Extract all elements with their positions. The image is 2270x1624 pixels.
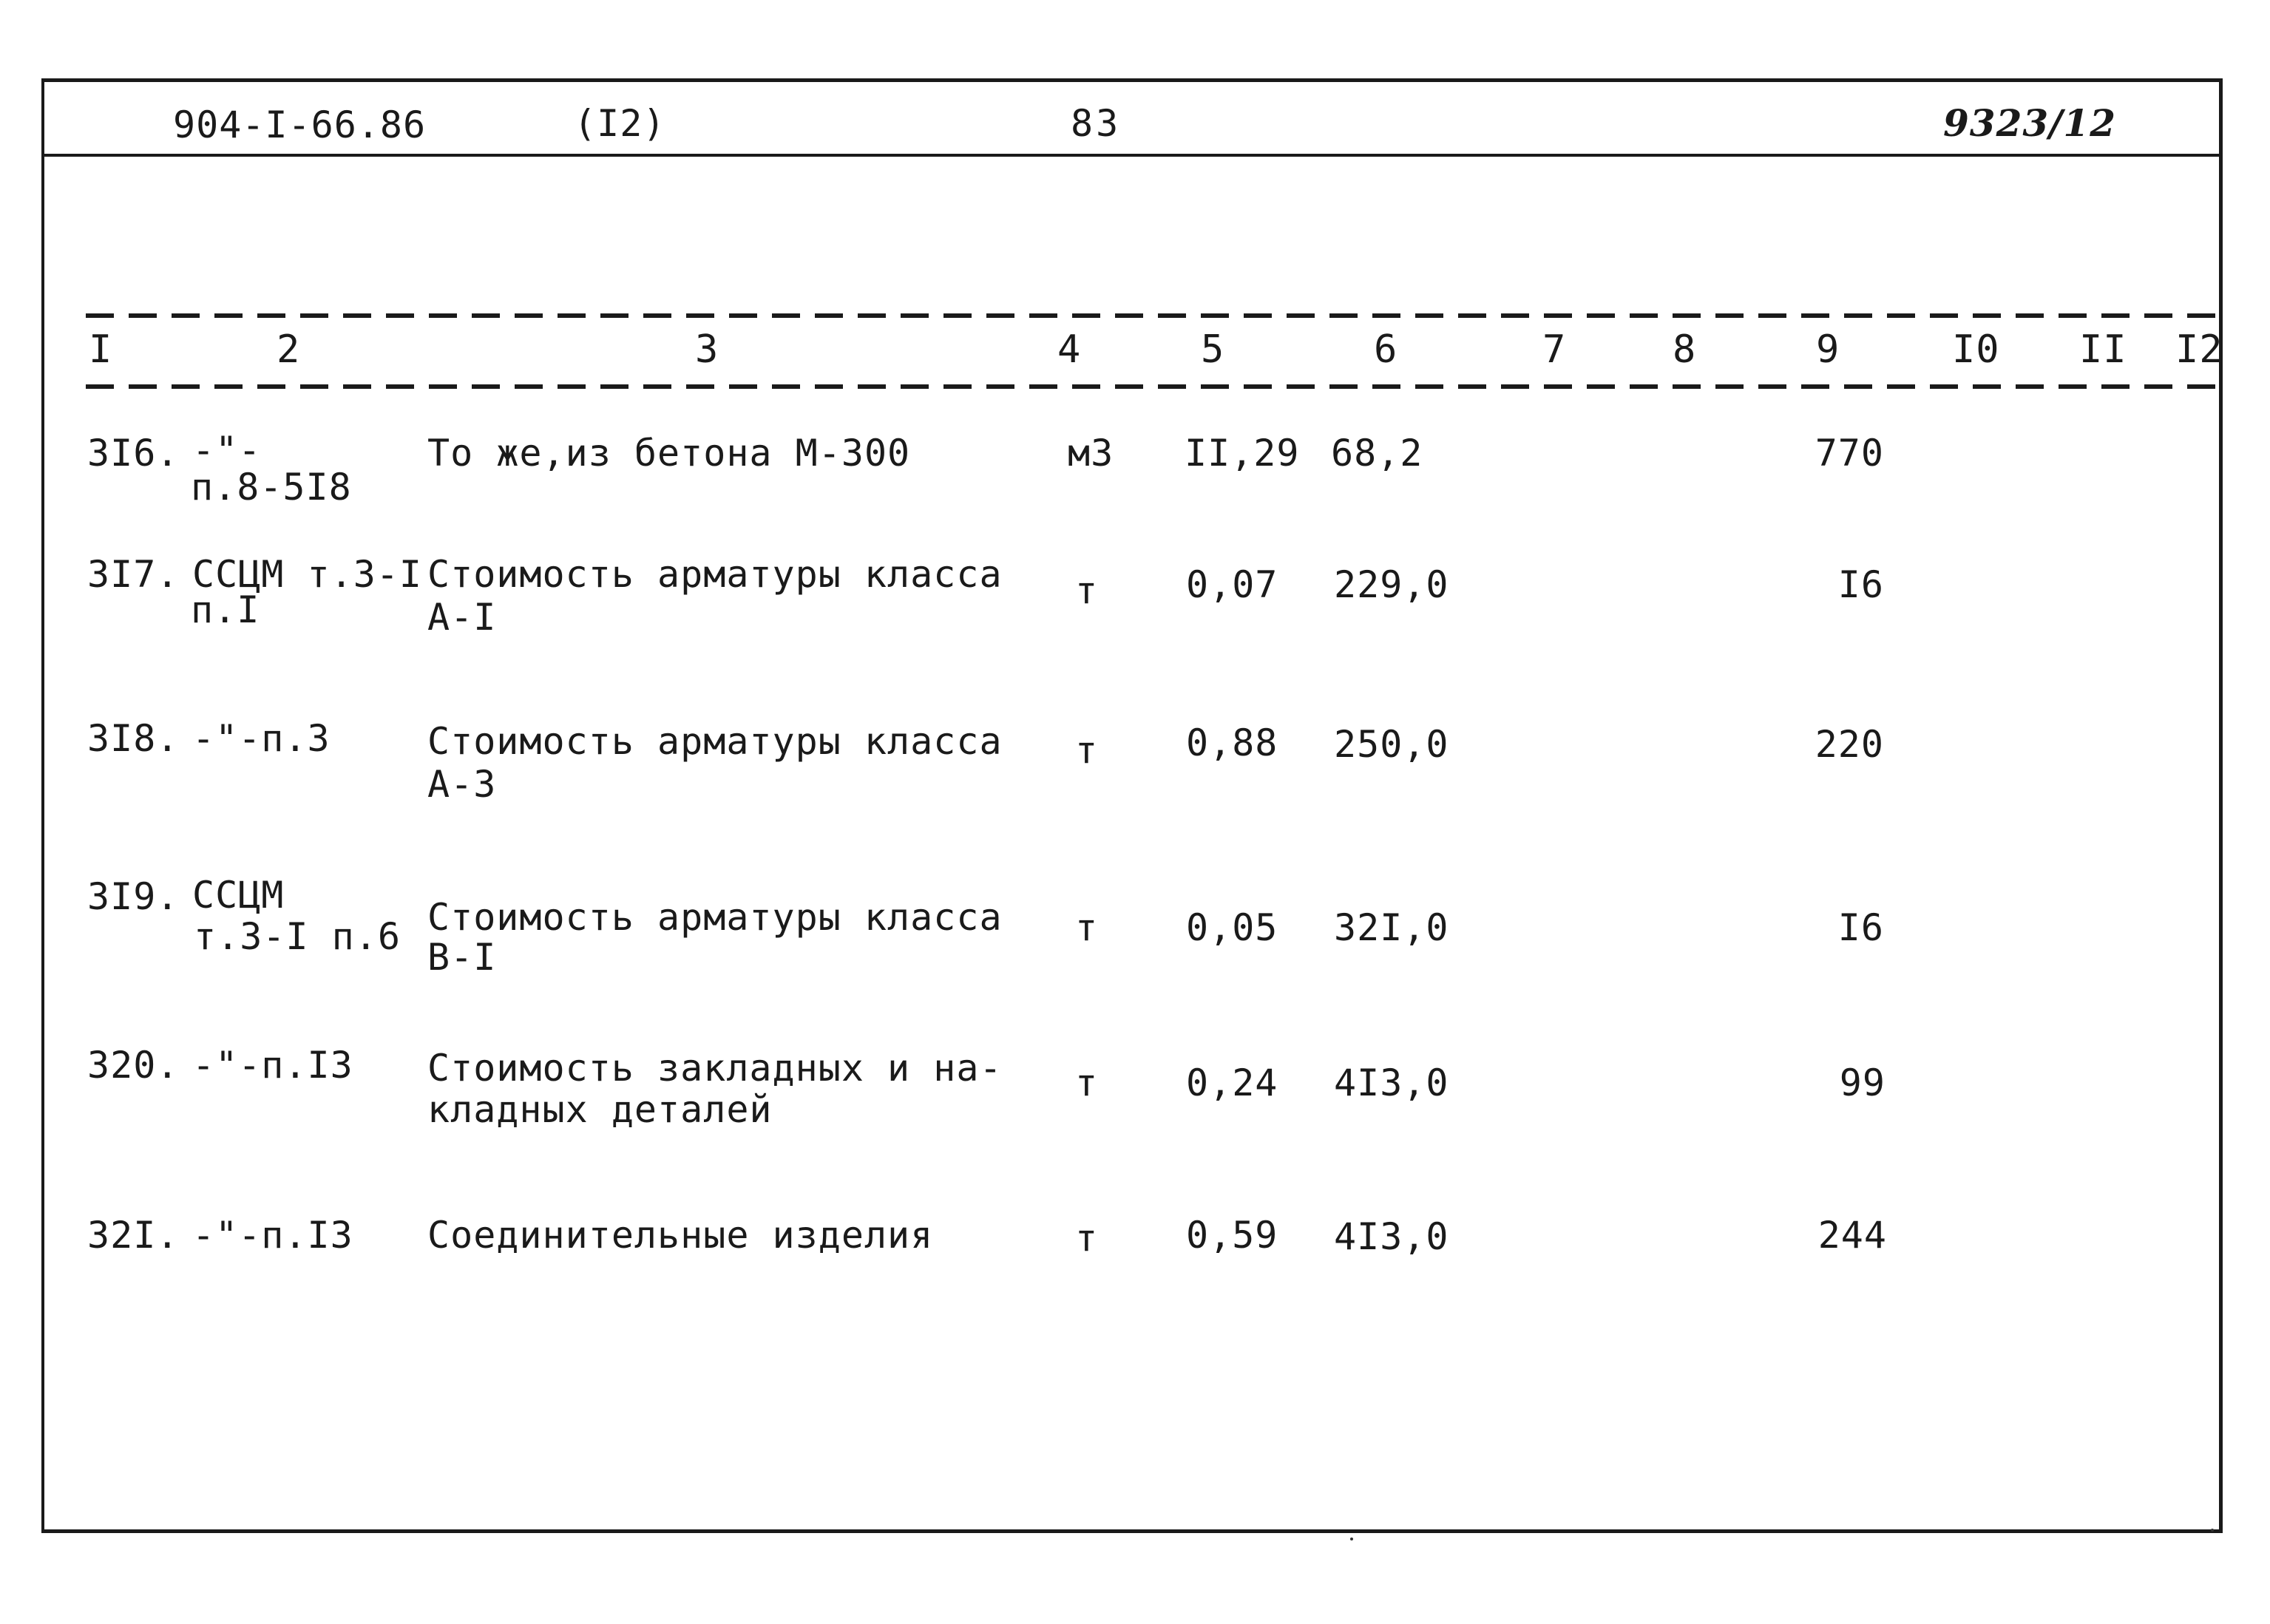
sheet-frame — [41, 78, 2223, 1533]
row-quantity: 0,59 — [1186, 1214, 1278, 1257]
column-number-9: 9 — [1816, 327, 1840, 372]
row-name-line-1: Стоимость арматуры класса — [427, 720, 1003, 763]
row-total: I6 — [1837, 906, 1884, 949]
column-number-4: 4 — [1057, 327, 1082, 372]
row-quantity: 0,24 — [1186, 1061, 1278, 1104]
project-code: 904-I-66.86 — [173, 103, 427, 146]
row-total: 220 — [1815, 723, 1884, 766]
row-number: 3I6. — [87, 432, 180, 475]
row-quantity: 0,88 — [1186, 721, 1278, 764]
row-source-line-1: -"-п.I3 — [192, 1044, 353, 1087]
column-number-8: 8 — [1673, 327, 1697, 372]
column-number-10: I0 — [1952, 327, 2000, 372]
column-number-2: 2 — [277, 327, 301, 372]
row-unit: т — [1075, 569, 1099, 612]
row-name-line-1: Стоимость арматуры класса — [427, 896, 1003, 939]
row-name-line-1: Стоимость закладных и на- — [427, 1047, 1003, 1090]
page-number: 83 — [1071, 102, 1122, 145]
row-unit: т — [1075, 1217, 1099, 1260]
row-name-line-1: Соединительные изделия — [427, 1214, 934, 1257]
row-number: 32I. — [87, 1214, 180, 1257]
column-number-1: I — [89, 327, 113, 372]
row-total: 244 — [1817, 1214, 1887, 1257]
row-number: 3I9. — [87, 875, 180, 918]
column-number-11: II — [2079, 327, 2127, 372]
sheet-reference: 9323/12 — [1943, 101, 2117, 145]
dashed-rule-top — [86, 313, 2215, 318]
row-source-line-1: ССЦМ — [192, 874, 285, 917]
row-name-line-1: То же,из бетона М-300 — [427, 432, 911, 475]
row-unit: т — [1075, 1061, 1099, 1104]
column-number-7: 7 — [1542, 327, 1567, 372]
scan-speck — [1350, 1538, 1353, 1540]
row-unit: м3 — [1068, 432, 1114, 475]
album-number: (I2) — [574, 102, 666, 145]
row-unit: т — [1075, 729, 1099, 772]
row-total: 770 — [1815, 432, 1884, 475]
row-number: 3I7. — [87, 553, 180, 596]
row-name-line-2: кладных деталей — [427, 1088, 773, 1131]
row-unit-price: 4I3,0 — [1334, 1061, 1449, 1104]
row-name-line-2: А-I — [427, 596, 497, 639]
row-quantity: 0,05 — [1186, 906, 1278, 949]
row-source-line-2: т.3-I п.6 — [194, 915, 401, 958]
row-unit-price: 229,0 — [1334, 563, 1449, 606]
row-source-line-1: -"-п.3 — [192, 717, 331, 760]
row-source-line-1: -"- — [192, 429, 262, 472]
row-unit-price: 4I3,0 — [1334, 1215, 1449, 1258]
row-total: I6 — [1837, 563, 1884, 606]
column-number-5: 5 — [1201, 327, 1225, 372]
row-source-line-1: -"-п.I3 — [192, 1214, 353, 1257]
row-source-line-1: ССЦМ т.3-I — [192, 553, 423, 596]
row-name-line-2: А-3 — [427, 763, 497, 806]
column-number-12: I2 — [2175, 327, 2223, 372]
scan-speck — [2211, 1529, 2214, 1532]
column-number-3: 3 — [695, 327, 719, 372]
row-unit: т — [1075, 906, 1099, 949]
row-source-line-2: п.8-5I8 — [191, 466, 352, 509]
row-quantity: 0,07 — [1186, 563, 1278, 606]
dashed-rule-bottom — [86, 384, 2215, 389]
header-divider — [44, 154, 2220, 157]
row-quantity: II,29 — [1185, 432, 1300, 475]
row-unit-price: 32I,0 — [1334, 906, 1449, 949]
row-number: 3I8. — [87, 717, 180, 760]
column-number-6: 6 — [1374, 327, 1398, 372]
row-number: 320. — [87, 1044, 180, 1087]
row-name-line-2: В-I — [427, 936, 497, 979]
row-unit-price: 250,0 — [1334, 723, 1449, 766]
row-total: 99 — [1839, 1061, 1886, 1104]
row-source-line-2: п.I — [191, 588, 260, 631]
row-unit-price: 68,2 — [1331, 432, 1423, 475]
row-name-line-1: Стоимость арматуры класса — [427, 553, 1003, 596]
